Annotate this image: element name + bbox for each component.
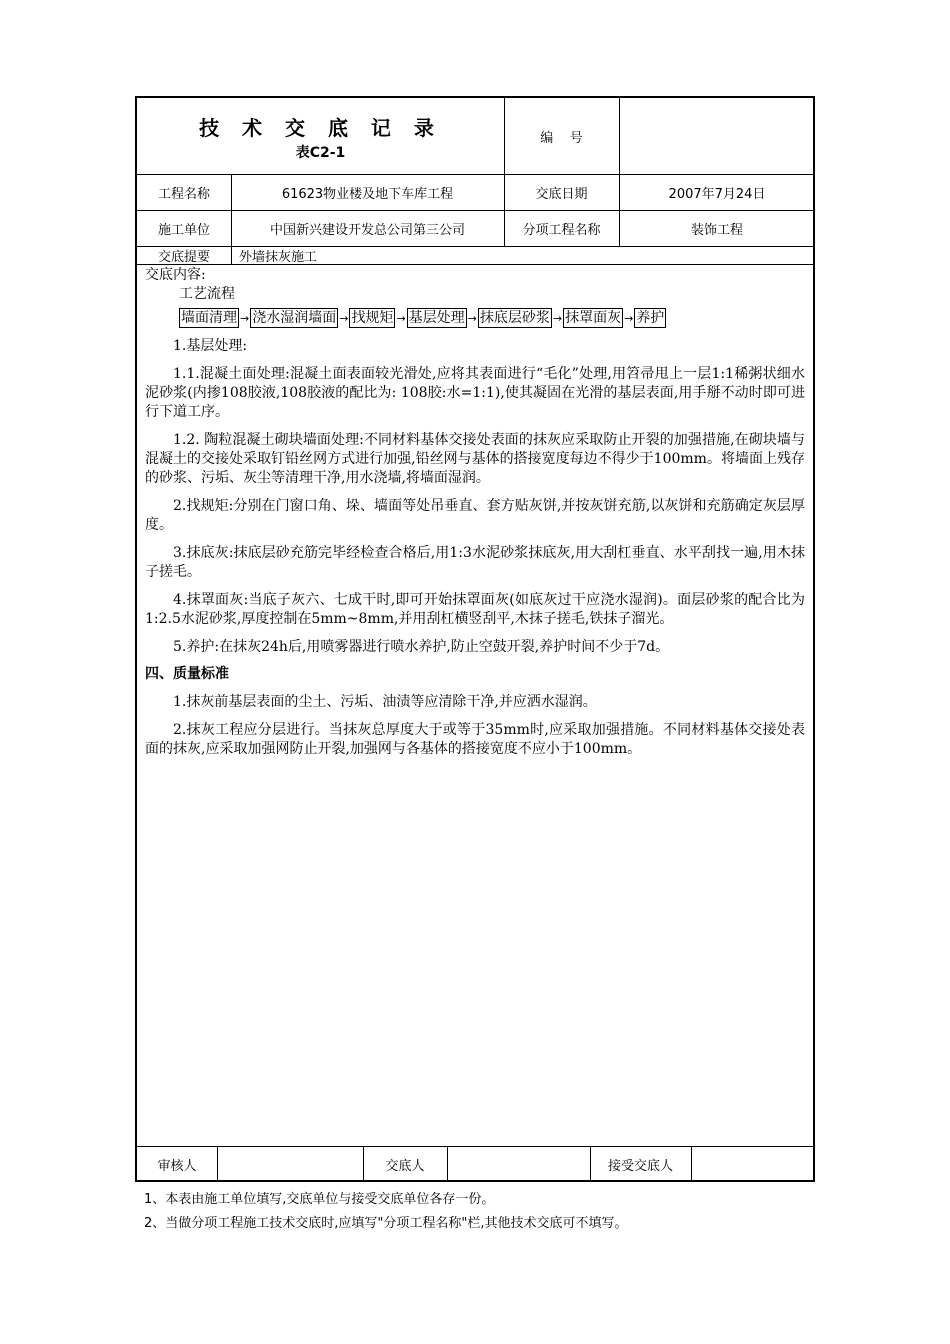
footnote: 2、当做分项工程施工技术交底时,应填写"分项工程名称"栏,其他技术交底可不填写。 [144, 1216, 628, 1231]
paragraph-block-wall: 1.2. 陶粒混凝土砌块墙面处理:不同材料基体交接处表面的抹灰应采取防止开裂的加强措施,在砌块墙与混凝土的交接处采取钉铅丝网方式进行加强,铅丝网与基体的搭接宽度每边不得少于100mm。将墙面上残存的砂浆、污垢、灰尘等清理干净,用水浇墙,将墙面湿润。 [145, 432, 805, 486]
flow-heading: 工艺流程 [179, 286, 235, 302]
paragraph-base-coat: 3.抹底灰:抹底层砂充筋完毕经检查合格后,用1:3水泥砂浆抹底灰,用大刮杠垂直、水平刮找一遍,用木抹子搓毛。 [145, 545, 805, 580]
content-heading: 交底内容: [145, 267, 206, 283]
arrow-icon: → [552, 311, 563, 325]
receiver-field[interactable] [691, 1146, 815, 1182]
flow-step: 养护 [636, 310, 665, 326]
paragraph-quality-1: 1.抹灰前基层表面的尘土、污垢、油渍等应清除干净,并应洒水湿润。 [173, 694, 597, 710]
flow-step: 找规矩 [351, 310, 394, 326]
project-name-value: 61623物业楼及地下车库工程 [281, 186, 454, 202]
paragraph-leveling: 2.找规矩:分别在门窗口角、垛、墙面等处吊垂直、套方贴灰饼,并按灰饼充筋,以灰饼和充筋确定灰层厚度。 [145, 498, 805, 533]
sub-project-label: 分项工程名称 [522, 222, 601, 238]
discloser-field[interactable] [447, 1146, 590, 1182]
date-label: 交底日期 [535, 186, 588, 202]
flow-step: 基层处理 [408, 310, 465, 326]
project-name-label: 工程名称 [157, 186, 210, 202]
receiver-label: 接受交底人 [607, 1158, 673, 1174]
paragraph-concrete-surface: 1.1.混凝土面处理:混凝土面表面较光滑处,应将其表面进行“毛化”处理,用笤帚甩上一层1:1稀粥状细水泥砂浆(内掺108胶液,108胶液的配比为: 108胶:水=1:1),使其凝固在光滑的基层表面,用手掰不动时即可进行下道工序。 [145, 366, 805, 420]
date-value: 2007年7月24日 [668, 186, 766, 202]
disclosure-form [135, 96, 815, 1182]
arrow-icon: → [467, 311, 477, 325]
sub-project-value: 装饰工程 [690, 222, 743, 238]
reviewer-field[interactable] [217, 1146, 363, 1182]
arrow-icon: → [339, 311, 349, 325]
arrow-icon: → [396, 311, 406, 325]
process-flow [179, 308, 805, 328]
number-field[interactable] [619, 98, 815, 174]
reviewer-label: 审核人 [157, 1158, 197, 1174]
flow-step: 浇水湿润墙面 [252, 310, 337, 326]
flow-step: 墙面清理 [181, 310, 237, 326]
flow-step: 抹罩面灰 [565, 310, 622, 326]
footnotes [144, 1188, 628, 1236]
form-code: 表C2-1 [295, 145, 346, 161]
paragraph-quality-2: 2.抹灰工程应分层进行。当抹灰总厚度大于或等于35mm时,应采取加强措施。不同材料基体交接处表面的抹灰,应采取加强网防止开裂,加强网与各基体的搭接宽度不应小于100mm。 [145, 722, 805, 757]
form-title: 技 术 交 底 记 录 [199, 116, 442, 140]
section-base-treatment: 1.基层处理: [173, 338, 248, 354]
discloser-label: 交底人 [385, 1158, 425, 1174]
arrow-icon: → [240, 311, 250, 325]
paragraph-finish-coat: 4.抹罩面灰:当底子灰六、七成干时,即可开始抹罩面灰(如底灰过干应浇水湿润)。面层砂浆的配合比为1:2.5水泥砂浆,厚度控制在5mm~8mm,并用刮杠横竖刮平,木抹子搓毛,铁抹子溜光。 [145, 592, 805, 627]
flow-step: 抹底层砂浆 [479, 310, 550, 326]
summary-label: 交底提要 [157, 249, 210, 265]
disclosure-content [145, 266, 805, 759]
footnote: 1、本表由施工单位填写,交底单位与接受交底单位各存一份。 [144, 1192, 495, 1207]
summary-value: 外墙抹灰施工 [239, 249, 318, 265]
section-quality-standards: 四、质量标准 [145, 666, 229, 682]
arrow-icon: → [624, 311, 634, 325]
number-label: 编 号 [540, 130, 583, 146]
contractor-label: 施工单位 [157, 222, 210, 238]
contractor-value: 中国新兴建设开发总公司第三公司 [269, 222, 465, 238]
paragraph-curing: 5.养护:在抹灰24h后,用喷雾器进行喷水养护,防止空鼓开裂,养护时间不少于7d。 [173, 639, 670, 655]
